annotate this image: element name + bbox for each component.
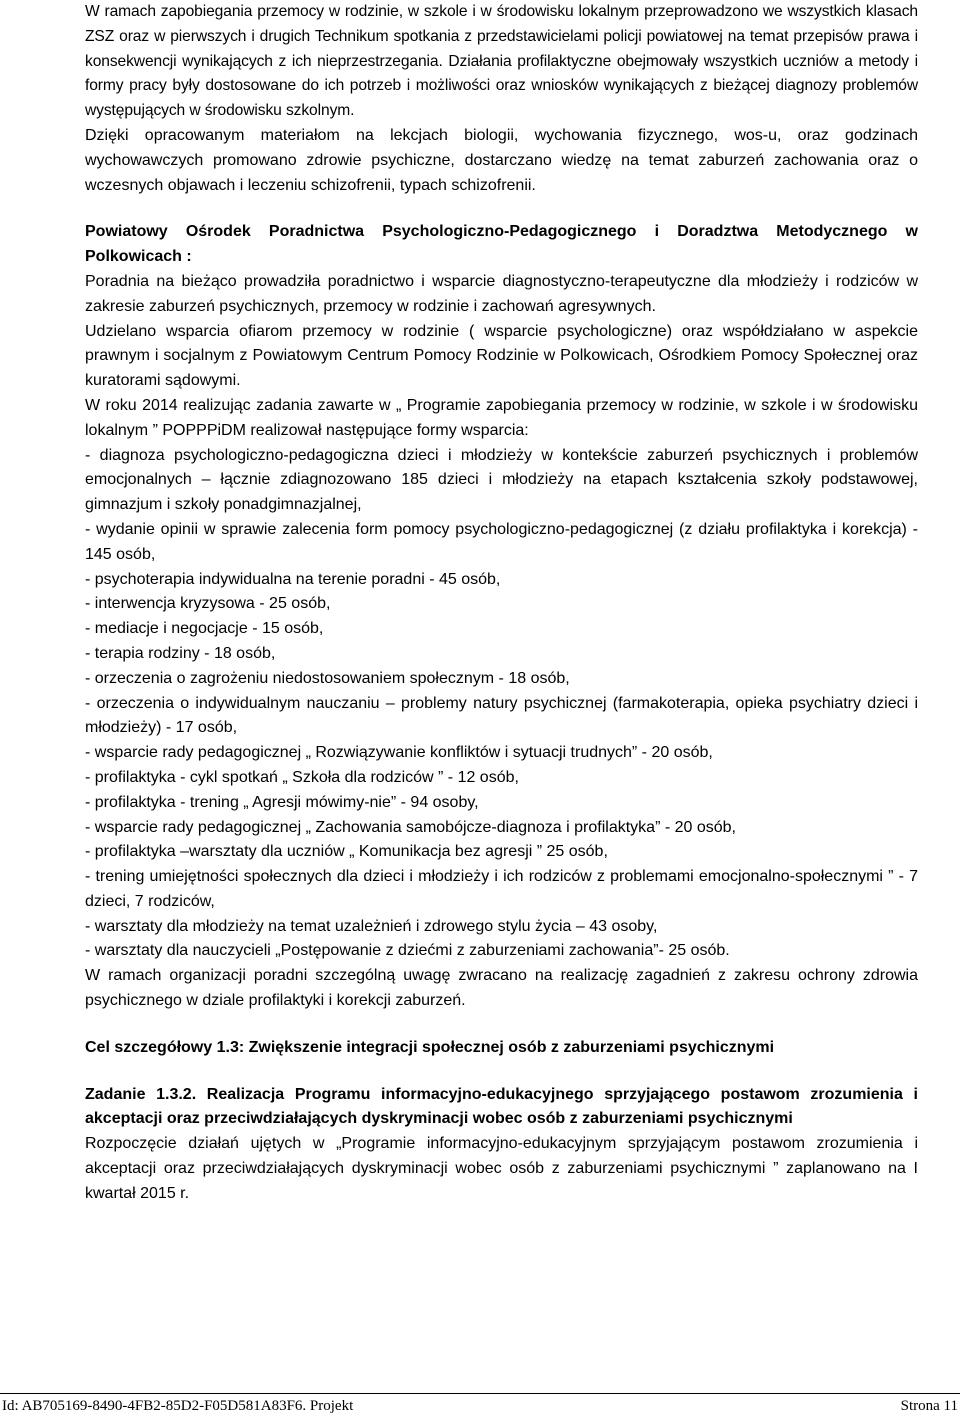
zadanie-heading: Zadanie 1.3.2. Realizacja Programu informacyjno-edukacyjnego sprzyjającego postawom zrozumienia i akceptacji oraz przeciwdziałających dyskryminacji wobec osób z zaburzeniami psychicznymi — [85, 1085, 918, 1128]
poradnia-paragraph-1: Poradnia na bieżąco prowadziła poradnictwo i wsparcie diagnostyczno-terapeutyczne dla młodzieży i rodziców w zakresie zaburzeń psychicznych, przemocy w rodzinie i zachowań agresywnych. — [85, 272, 918, 315]
intro-paragraph-1: W ramach zapobiegania przemocy w rodzinie, w szkole i w środowisku lokalnym przeprowadzono we wszystkich klasach ZSZ oraz w pierwszych i drugich Technikum spotkania z przedstawicielami policji powiatowej na temat przepisów prawa i konsekwencji wynikających z ich nieprzestrzegania. Działania profilaktyczne obejmowały wszystkich uczniów a metody i formy pracy były dostosowane do ich potrzeb i możliwości oraz wniosków wynikających z bieżącej diagnozy problemów występujących w środowisku szkolnym. — [85, 3, 918, 120]
intro-paragraph-2: Dzięki opracowanym materiałom na lekcjach biologii, wychowania fizycznego, wos-u, oraz godzinach wychowawczych promowano zdrowie psychiczne, dostarczano wiedzę na temat zaburzeń zachowania oraz o wczesnych objawach i leczeniu schizofrenii, typach schizofrenii. — [85, 126, 918, 194]
list-item: - wsparcie rady pedagogicznej „ Zachowania samobójcze-diagnoza i profilaktyka” - 20 osób, — [85, 818, 736, 836]
poradnia-heading: Powiatowy Ośrodek Poradnictwa Psychologiczno-Pedagogicznego i Doradztwa Metodycznego w Polkowicach : — [85, 223, 918, 266]
document-page — [85, 0, 918, 1207]
list-item: - warsztaty dla nauczycieli „Postępowanie z dziećmi z zaburzeniami zachowania”- 25 osób. — [85, 942, 730, 960]
list-item: - wydanie opinii w sprawie zalecenia form pomocy psychologiczno-pedagogicznej (z działu profilaktyka i korekcja) - 145 osób, — [85, 520, 918, 563]
poradnia-closing: W ramach organizacji poradni szczególną uwagę zwracano na realizację zagadnień z zakresu ochrony zdrowia psychicznego w dziale profilaktyki i korekcji zaburzeń. — [85, 967, 918, 1010]
list-item: - orzeczenia o zagrożeniu niedostosowaniem społecznym - 18 osób, — [85, 669, 570, 687]
list-item: - psychoterapia indywidualna na terenie poradni - 45 osób, — [85, 570, 501, 588]
page-number: Strona 11 — [900, 1398, 958, 1414]
list-item: - interwencja kryzysowa - 25 osób, — [85, 595, 331, 613]
poradnia-paragraph-3: W roku 2014 realizując zadania zawarte w „ Programie zapobiegania przemocy w rodzinie, w szkole i w środowisku lokalnym ” POPPPiDM realizował następujące formy wsparcia: — [85, 396, 918, 439]
list-item: - trening umiejętności społecznych dla dzieci i młodzieży i ich rodziców z problemami emocjonalno-społecznymi ” - 7 dzieci, 7 rodziców, — [85, 868, 918, 910]
list-item: - terapia rodziny - 18 osób, — [85, 644, 276, 662]
support-forms-list — [85, 444, 918, 965]
zadanie-body: Rozpoczęcie działań ujętych w „Programie informacyjno-edukacyjnym sprzyjającym postawom zrozumienia i akceptacji oraz przeciwdziałających dyskryminacji wobec osób z zaburzeniami psychicznymi ” zaplanowano na I kwartał 2015 r. — [85, 1135, 918, 1202]
list-item: - wsparcie rady pedagogicznej „ Rozwiązywanie konfliktów i sytuacji trudnych” - 20 osób, — [85, 744, 713, 762]
list-item: - profilaktyka - trening „ Agresji mówimy-nie” - 94 osoby, — [85, 793, 479, 811]
list-item: - mediacje i negocjacje - 15 osób, — [85, 620, 324, 638]
list-item: - orzeczenia o indywidualnym nauczaniu – problemy natury psychicznej (farmakoterapia, opieka psychiatry dzieci i młodzieży) - 17 osób, — [85, 694, 918, 737]
page-footer — [0, 1393, 960, 1416]
document-id: Id: AB705169-8490-4FB2-85D2-F05D581A83F6. Projekt — [2, 1398, 354, 1414]
list-item: - profilaktyka - cykl spotkań „ Szkoła dla rodziców ” - 12 osób, — [85, 768, 519, 786]
list-item: - warsztaty dla młodzieży na temat uzależnień i zdrowego stylu życia – 43 osoby, — [85, 917, 658, 935]
list-item: - profilaktyka –warsztaty dla uczniów „ Komunikacja bez agresji ” 25 osób, — [85, 843, 608, 861]
list-item: - diagnoza psychologiczno-pedagogiczna dzieci i młodzieży w kontekście zaburzeń psychicznych i problemów emocjonalnych – łącznie zdiagnozowano 185 dzieci i młodzieży na etapach kształcenia szkoły podstawowej, gimnazjum i szkoły ponadgimnazjalnej, — [85, 446, 918, 514]
cel-heading: Cel szczegółowy 1.3: Zwiększenie integracji społecznej osób z zaburzeniami psychicznymi — [85, 1038, 775, 1056]
poradnia-paragraph-2: Udzielano wsparcia ofiarom przemocy w rodzinie ( wsparcie psychologiczne) oraz współdziałano w aspekcie prawnym i socjalnym z Powiatowym Centrum Pomocy Rodzinie w Polkowicach, Ośrodkiem Pomocy Społecznej oraz kuratorami sądowymi. — [85, 322, 918, 390]
